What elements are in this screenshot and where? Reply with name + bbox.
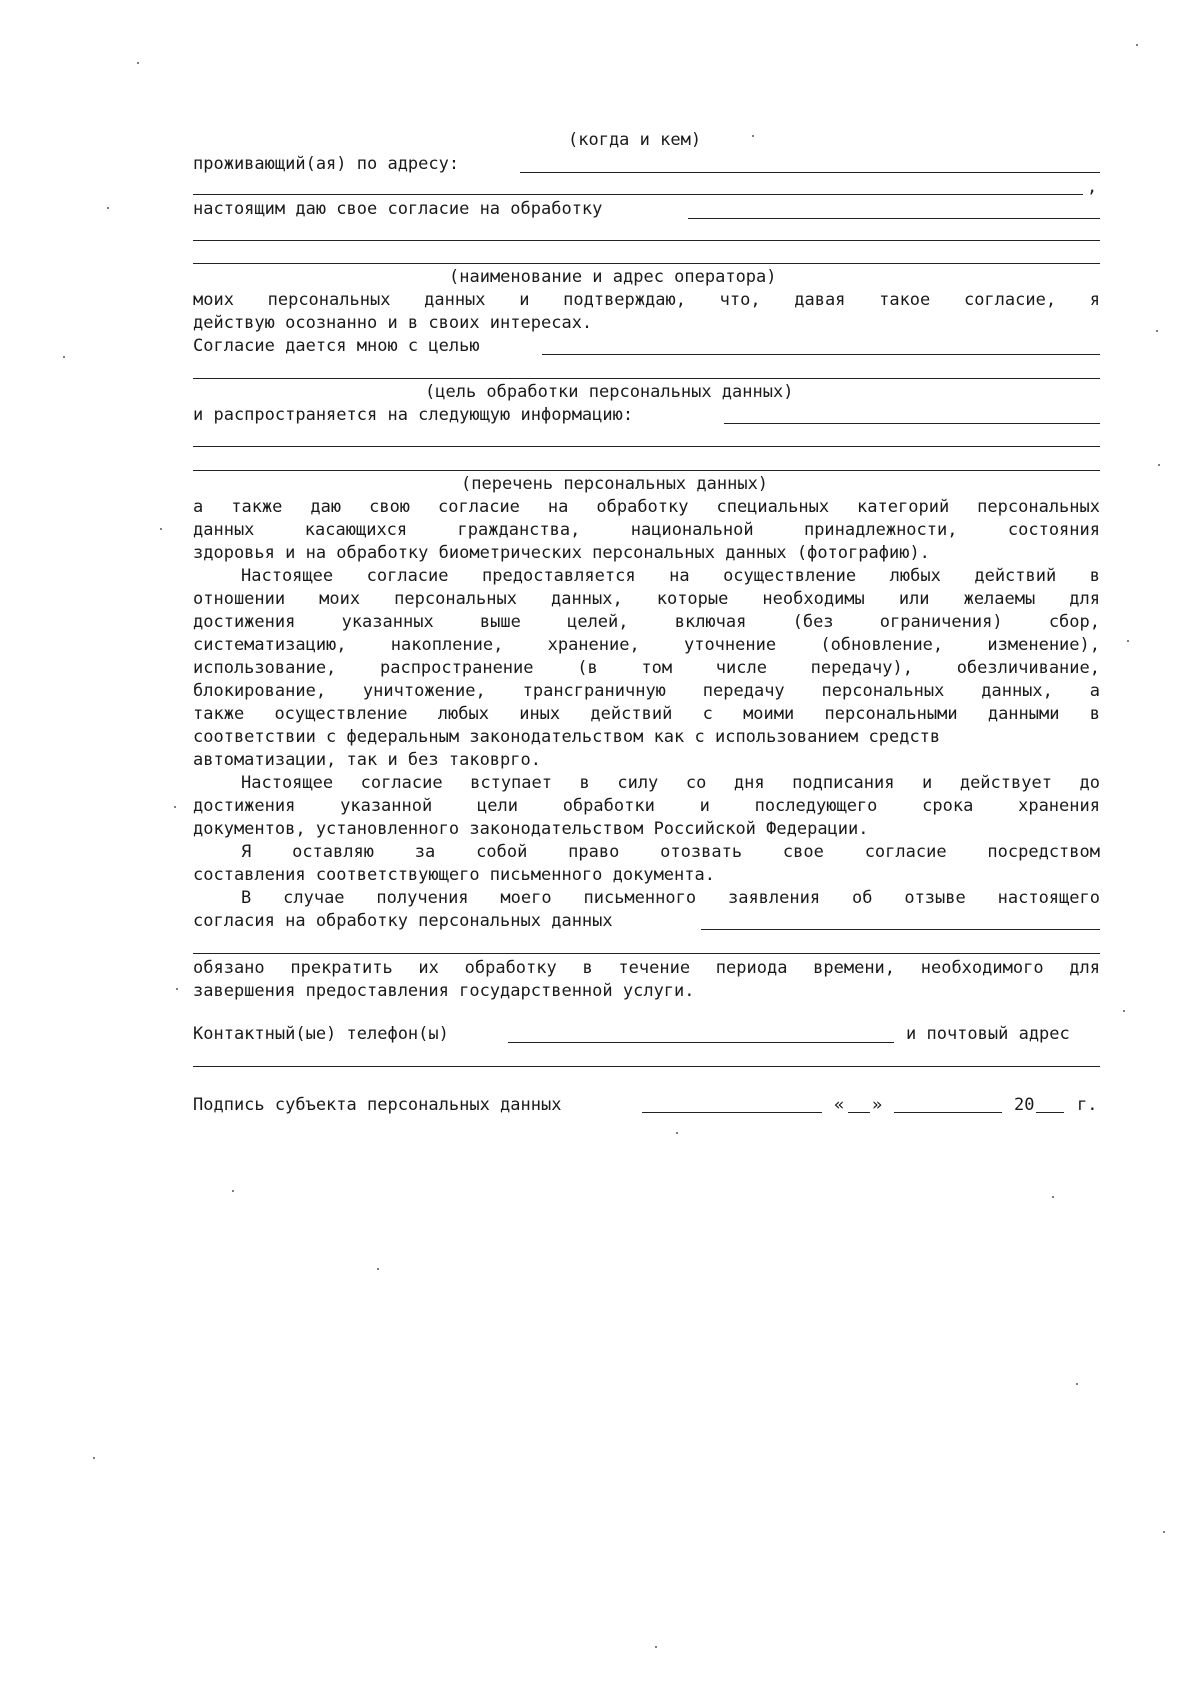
address-field[interactable] xyxy=(520,172,1100,173)
date-open-quote: « xyxy=(834,1095,845,1115)
consent-intro: настоящим даю свое согласие на обработку xyxy=(193,199,603,219)
scan-speck xyxy=(232,1190,234,1192)
operator-caption: (наименование и адрес оператора) xyxy=(449,267,777,287)
withdraw-operator-field-line-2[interactable] xyxy=(193,953,1100,954)
paragraph-line: а также даю свою согласие на обработку специальных категорий персональных xyxy=(193,497,1100,517)
year-suffix: г. xyxy=(1077,1095,1098,1115)
withdraw-operator-field[interactable] xyxy=(701,929,1100,930)
data-list-caption: (перечень персональных данных) xyxy=(461,474,769,494)
paragraph-line: также осуществление любых иных действий с моими персональными данными в xyxy=(193,704,1100,724)
purpose-label: Согласие дается мною с целью xyxy=(193,336,480,356)
paragraph-line: Я оставляю за собой право отозвать свое согласие посредством xyxy=(241,842,1100,862)
paragraph-line: моих персональных данных и подтверждаю, что, давая такое согласие, я xyxy=(193,290,1100,310)
scan-speck xyxy=(176,988,178,990)
scan-speck xyxy=(1076,1383,1078,1385)
paragraph-line: Настоящее согласие вступает в силу со дня подписания и действует до xyxy=(241,773,1100,793)
paragraph-line: достижения указанных выше целей, включая (без ограничения) сбор, xyxy=(193,612,1100,632)
paragraph-line: составления соответствующего письменного документа. xyxy=(193,865,715,885)
purpose-caption: (цель обработки персональных данных) xyxy=(425,382,794,402)
paragraph-line: данных касающихся гражданства, национальной принадлежности, состояния xyxy=(193,520,1100,540)
address-label: проживающий(ая) по адресу: xyxy=(193,154,460,174)
paragraph-line: завершения предоставления государственной услуги. xyxy=(193,981,695,1001)
year-prefix: 20 xyxy=(1014,1095,1035,1115)
info-field-line-2[interactable] xyxy=(193,446,1100,447)
address-field-line-2[interactable] xyxy=(193,194,1083,195)
scan-speck xyxy=(1136,44,1138,46)
operator-field-line-3[interactable] xyxy=(193,263,1100,264)
day-field[interactable] xyxy=(848,1112,870,1113)
operator-field-line-2[interactable] xyxy=(193,240,1100,241)
info-field[interactable] xyxy=(724,423,1100,424)
issued-by-caption: (когда и кем) xyxy=(568,130,702,150)
purpose-field[interactable] xyxy=(542,354,1100,355)
scan-speck xyxy=(1156,330,1158,332)
paragraph-line: действую осознанно и в своих интересах. xyxy=(193,313,593,333)
paragraph-line: соответствии с федеральным законодательством как с использованием средств xyxy=(193,727,941,747)
scan-speck xyxy=(1127,640,1129,642)
scan-speck xyxy=(377,1268,379,1270)
scan-speck xyxy=(1158,464,1160,466)
month-field[interactable] xyxy=(894,1112,1002,1113)
signature-label: Подпись субъекта персональных данных xyxy=(193,1095,562,1115)
paragraph-line: документов, установленного законодательством Российской Федерации. xyxy=(193,819,869,839)
paragraph-line: автоматизации, так и без таковрго. xyxy=(193,750,541,770)
scan-speck xyxy=(137,62,139,64)
info-label: и распространяется на следующую информацию: xyxy=(193,405,634,425)
date-close-quote: » xyxy=(872,1095,883,1115)
scan-speck xyxy=(63,356,65,358)
scan-speck xyxy=(174,806,176,808)
signature-field[interactable] xyxy=(642,1112,822,1113)
operator-field[interactable] xyxy=(688,218,1100,219)
phone-field[interactable] xyxy=(508,1042,894,1043)
phone-label: Контактный(ые) телефон(ы) xyxy=(193,1024,449,1044)
paragraph-line: использование, распространение (в том числе передачу), обезличивание, xyxy=(193,658,1100,678)
scan-speck xyxy=(107,207,109,209)
year-field[interactable] xyxy=(1036,1112,1064,1113)
scan-speck xyxy=(676,1132,678,1134)
paragraph-line: блокирование, уничтожение, трансграничную передачу персональных данных, а xyxy=(193,681,1100,701)
purpose-field-line-2[interactable] xyxy=(193,378,1100,379)
postal-address-label: и почтовый адрес xyxy=(906,1024,1070,1044)
scan-speck xyxy=(1163,1531,1165,1533)
scan-speck xyxy=(655,1646,657,1648)
paragraph-line: отношении моих персональных данных, которые необходимы или желаемы для xyxy=(193,589,1100,609)
paragraph-line: В случае получения моего письменного заявления об отзыве настоящего xyxy=(241,888,1100,908)
paragraph-line: здоровья и на обработку биометрических персональных данных (фотографию). xyxy=(193,543,930,563)
paragraph-line: обязано прекратить их обработку в течение периода времени, необходимого для xyxy=(193,958,1100,978)
postal-address-field[interactable] xyxy=(193,1066,1100,1067)
paragraph-line: Настоящее согласие предоставляется на осуществление любых действий в xyxy=(241,566,1100,586)
info-field-line-3[interactable] xyxy=(193,470,1100,471)
scan-speck xyxy=(160,528,162,530)
address-comma: , xyxy=(1087,177,1098,197)
scan-speck xyxy=(752,135,754,137)
paragraph-line: достижения указанной цели обработки и последующего срока хранения xyxy=(193,796,1100,816)
paragraph-line: систематизацию, накопление, хранение, уточнение (обновление, изменение), xyxy=(193,635,1100,655)
scan-speck xyxy=(93,1457,95,1459)
scan-speck xyxy=(1052,1196,1054,1198)
withdraw-label: согласия на обработку персональных данных xyxy=(193,911,613,931)
scan-speck xyxy=(1123,1010,1125,1012)
